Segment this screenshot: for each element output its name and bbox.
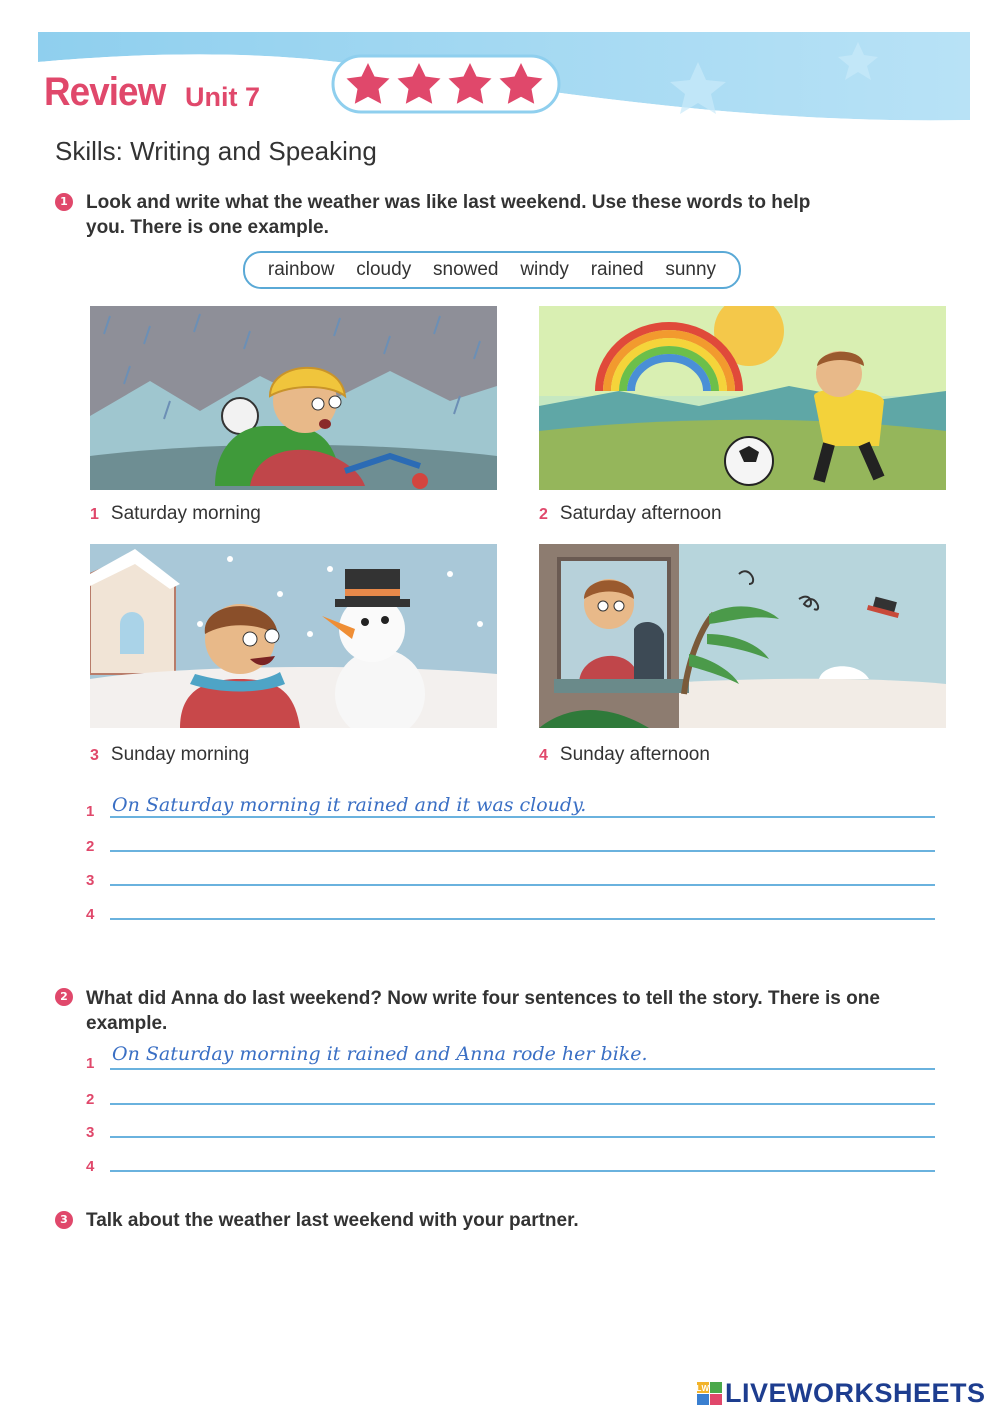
answer-number: 2 (86, 838, 95, 855)
picture-caption-2 (539, 503, 722, 525)
word-bank (243, 251, 741, 289)
word-bank-item: cloudy (356, 259, 412, 280)
review-title: Review (44, 70, 166, 114)
answer-number: 3 (86, 872, 95, 889)
example-answer: On Saturday morning it rained and it was cloudy. (112, 794, 587, 816)
word-bank-item: rained (590, 259, 644, 280)
story-line-2[interactable] (110, 1103, 935, 1105)
caption-text: Saturday morning (110, 503, 261, 524)
answer-line-3[interactable] (110, 884, 935, 886)
example-answer: On Saturday morning it rained and Anna rode her bike. (112, 1043, 648, 1065)
liveworksheets-wordmark: LIVEWORKSHEETS (725, 1378, 986, 1408)
answer-number: 4 (86, 1158, 95, 1175)
word-bank-item: sunny (665, 259, 717, 280)
caption-number: 2 (539, 506, 548, 523)
picture-sunday-afternoon (539, 544, 946, 728)
section-subtitle: Skills: Writing and Speaking (55, 136, 377, 166)
picture-saturday-morning (90, 306, 497, 490)
story-line-1[interactable] (110, 1068, 935, 1070)
answer-number: 4 (86, 906, 95, 923)
caption-text: Saturday afternoon (559, 503, 722, 524)
word-bank-item: rainbow (267, 259, 335, 280)
caption-text: Sunday morning (110, 744, 250, 765)
story-line-4[interactable] (110, 1170, 935, 1172)
instruction-line: you. There is one example. (86, 217, 329, 238)
liveworksheets-icon (697, 1382, 723, 1406)
story-line-3[interactable] (110, 1136, 935, 1138)
star-rating (330, 53, 562, 115)
caption-number: 3 (90, 747, 99, 764)
word-bank-item: windy (520, 259, 569, 280)
liveworksheets-logo (697, 1378, 986, 1409)
logo-letter: LW (697, 1383, 710, 1393)
exercise-1-instruction (86, 190, 966, 240)
answer-number: 1 (86, 1055, 95, 1072)
picture-saturday-afternoon (539, 306, 946, 490)
instruction-line: What did Anna do last weekend? Now write four sentences to tell the story. There is one (86, 988, 880, 1009)
picture-caption-4 (539, 744, 710, 766)
answer-line-2[interactable] (110, 850, 935, 852)
answer-number: 1 (86, 803, 95, 820)
answer-number: 2 (86, 1091, 95, 1108)
answer-line-4[interactable] (110, 918, 935, 920)
caption-text: Sunday afternoon (559, 744, 710, 765)
caption-number: 1 (90, 506, 99, 523)
exercise-2-instruction (86, 986, 966, 1036)
picture-caption-1 (90, 503, 261, 525)
exercise-3-badge: 3 (55, 1211, 73, 1229)
caption-number: 4 (539, 747, 548, 764)
answer-line-1[interactable] (110, 816, 935, 818)
instruction-line: Look and write what the weather was like last weekend. Use these words to help (86, 192, 811, 213)
exercise-1-badge: 1 (55, 193, 73, 211)
word-bank-item: snowed (433, 259, 499, 280)
unit-title: Unit 7 (185, 82, 261, 112)
exercise-3-instruction: Talk about the weather last weekend with your partner. (86, 1210, 579, 1231)
picture-caption-3 (90, 744, 249, 766)
exercise-2-badge: 2 (55, 988, 73, 1006)
answer-number: 3 (86, 1124, 95, 1141)
instruction-line: example. (86, 1013, 168, 1034)
picture-sunday-morning (90, 544, 497, 728)
